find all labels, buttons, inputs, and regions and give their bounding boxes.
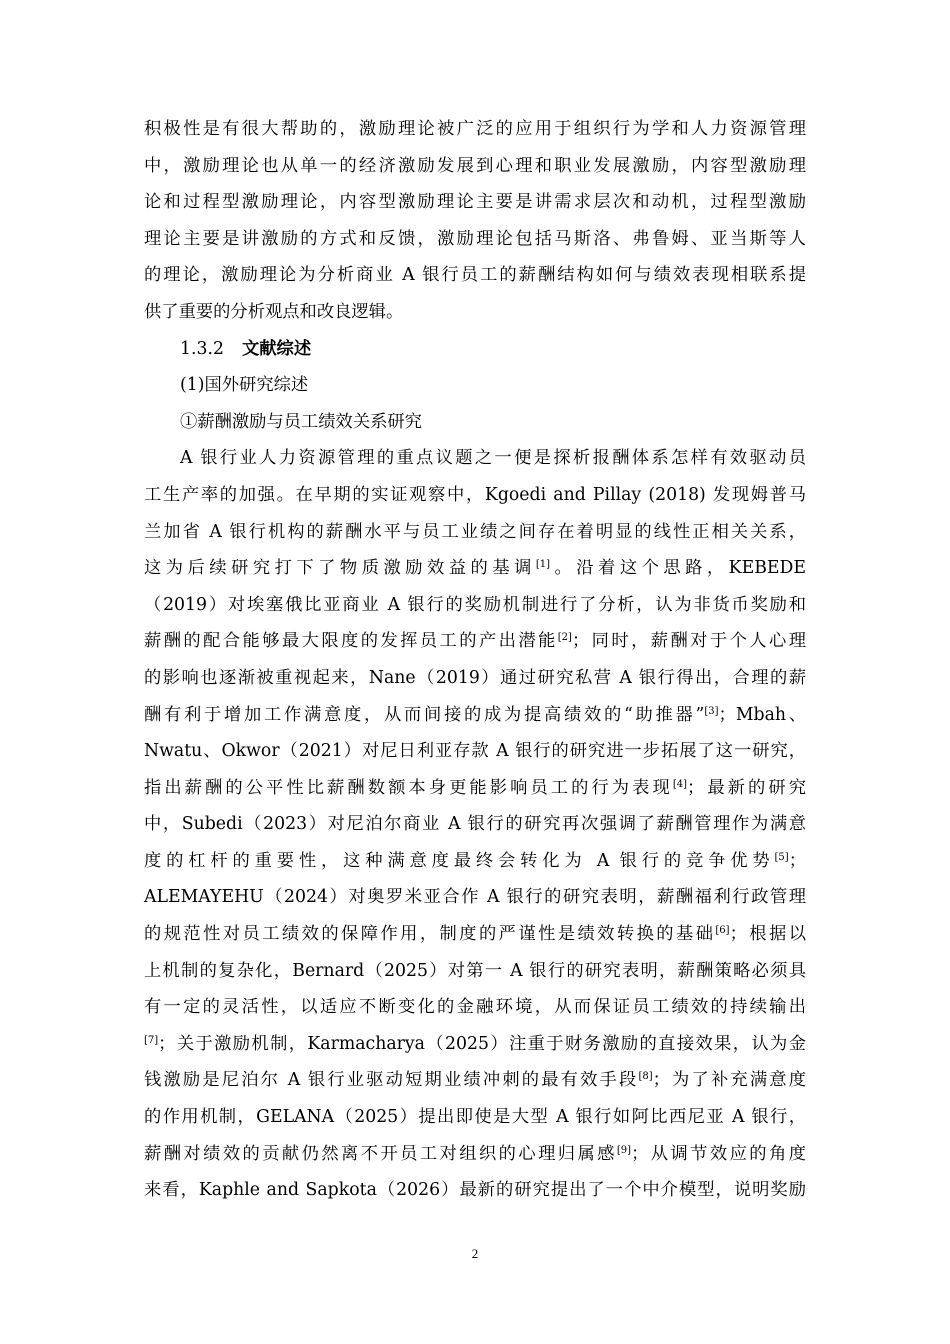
line-text: 这为后续研究打下了物质激励效益的基调: [144, 558, 536, 579]
paragraph-line: [144, 1099, 806, 1136]
line-text: 度的杠杆的重要性，这种满意度最终会转化为 A 银行的竞争优势: [144, 850, 775, 871]
line-text: ；关于激励机制，Karmacharya（2025）注重于财务激励的直接效果，认为金: [158, 1033, 806, 1054]
paragraph-line: 论和过程型激励理论，内容型激励理论主要是讲需求层次和动机，过程型激励: [144, 192, 806, 213]
line-text: 的规范性对员工绩效的保障作用，制度的严谨性是绩效转换的基础: [144, 924, 716, 945]
citation-ref: [6]: [715, 925, 730, 937]
line-text: ；同时，薪酬对于个人心理: [571, 631, 806, 652]
line-text: 薪酬对绩效的贡献仍然离不开员工对组织的心理归属感: [144, 1143, 617, 1164]
citation-ref: [3]: [704, 705, 719, 717]
line-text: 的影响也逐渐被重视起来，Nane（2019）通过研究私营 A 银行得出，合理的薪: [144, 667, 806, 688]
paragraph-line: [144, 989, 806, 1026]
line-text: 中，Subedi（2023）对尼泊尔商业 A 银行的研究再次强调了薪酬管理作为满意: [144, 814, 806, 835]
citation-ref: [8]: [638, 1071, 653, 1083]
paragraph-line: [144, 1136, 806, 1173]
body-text: [144, 111, 806, 1209]
line-text: 有一定的灵活性，以适应不断变化的金融环境，从而保证员工绩效的持续输出: [144, 997, 806, 1018]
line-text: 指出薪酬的公平性比薪酬数额本身更能影响员工的行为表现: [144, 777, 673, 798]
line-text: Nwatu、Okwor（2021）对尼日利亚存款 A 银行的研究进一步拓展了这一研究，: [144, 741, 806, 762]
line-text: 的作用机制，GELANA（2025）提出即使是大型 A 银行如阿比西尼亚 A 银行，: [144, 1107, 806, 1128]
paragraph-line: [144, 623, 806, 660]
paragraph-line: [144, 916, 806, 953]
section-number: 1.3.2: [180, 338, 224, 359]
line-text: （2019）对埃塞俄比亚商业 A 银行的奖励机制进行了分析，认为非货币奖励和: [144, 594, 806, 615]
line-text: 上机制的复杂化，Bernard（2025）对第一 A 银行的研究表明，薪酬策略必须具: [144, 960, 806, 981]
citation-ref: [7]: [144, 1034, 159, 1046]
line-text: 钱激励是尼泊尔 A 银行业驱动短期业绩冲刺的最有效手段: [144, 1070, 639, 1091]
paragraph-line: 的理论，激励理论为分析商业 A 银行员工的薪酬结构如何与绩效表现相联系提: [144, 265, 806, 286]
subheading-salary-performance: ①薪酬激励与员工绩效关系研究: [180, 411, 422, 432]
line-text: ALEMAYEHU（2024）对奥罗米亚合作 A 银行的研究表明，薪酬福利行政管理: [144, 887, 806, 908]
paragraph-line: [144, 1062, 806, 1099]
line-text: ；最新的研究: [687, 777, 806, 798]
page-number: 2: [471, 1246, 479, 1261]
paragraph-line: [144, 879, 806, 916]
paragraph-line: [144, 843, 806, 880]
paragraph-line: [144, 477, 806, 514]
subheading-foreign-review: (1)国外研究综述: [180, 375, 309, 396]
paragraph-line: [144, 697, 806, 734]
line-text: 酬有利于增加工作满意度，从而间接的成为提高绩效的“助推器”: [144, 704, 705, 725]
line-text: ；根据以: [729, 924, 806, 945]
paragraph-line: [144, 514, 806, 551]
intro-paragraph: [144, 111, 806, 331]
paragraph-line: [144, 1026, 806, 1063]
line-text: 薪酬的配合能够最大限度的发挥员工的产出潜能: [144, 631, 558, 652]
paragraph-line: [144, 1172, 806, 1209]
line-text: A 银行业人力资源管理的重点议题之一便是探析报酬体系怎样有效驱动员: [180, 448, 806, 469]
paragraph-line: [144, 770, 806, 807]
line-text: 工生产率的加强。在早期的实证观察中，Kgoedi and Pillay (2018) 发现姆普马: [144, 484, 806, 505]
section-title: 文献综述: [241, 338, 312, 359]
paragraph-line: [144, 660, 806, 697]
section-heading: [144, 331, 806, 368]
paragraph-line: [144, 733, 806, 770]
paragraph-line: 中，激励理论也从单一的经济激励发展到心理和职业发展激励，内容型激励理: [144, 155, 806, 176]
citation-ref: [1]: [535, 559, 551, 571]
line-text: ；从调节效应的角度: [631, 1143, 806, 1164]
paragraph-line: 积极性是有很大帮助的，激励理论被广泛的应用于组织行为学和人力资源管理: [144, 119, 806, 139]
citation-ref: [9]: [616, 1144, 632, 1156]
paragraph-line: 理论主要是讲激励的方式和反馈，激励理论包括马斯洛、弗鲁姆、亚当斯等人: [144, 228, 806, 249]
paragraph-line: [144, 550, 806, 587]
line-text: 。沿着这个思路，KEBEDE: [550, 558, 806, 579]
line-text: 来看，Kaphle and Sapkota（2026）最新的研究提出了一个中介模型，说明奖励: [144, 1180, 806, 1201]
paragraph-line: [144, 587, 806, 624]
paragraph-line: [144, 806, 806, 843]
line-text: ；Mbah、: [718, 704, 807, 725]
paragraph-line: 供了重要的分析观点和改良逻辑。: [144, 301, 404, 322]
citation-ref: [5]: [774, 851, 789, 863]
line-text: ；: [788, 850, 806, 871]
paragraph-line: [144, 440, 806, 477]
citation-ref: [2]: [557, 632, 572, 644]
citation-ref: [4]: [672, 778, 687, 790]
line-text: ；为了补充满意度: [652, 1070, 806, 1091]
review-paragraph: [144, 440, 806, 1208]
paragraph-line: [144, 953, 806, 990]
line-text: 兰加省 A 银行机构的薪酬水平与员工业绩之间存在着明显的线性正相关关系，: [144, 521, 806, 542]
